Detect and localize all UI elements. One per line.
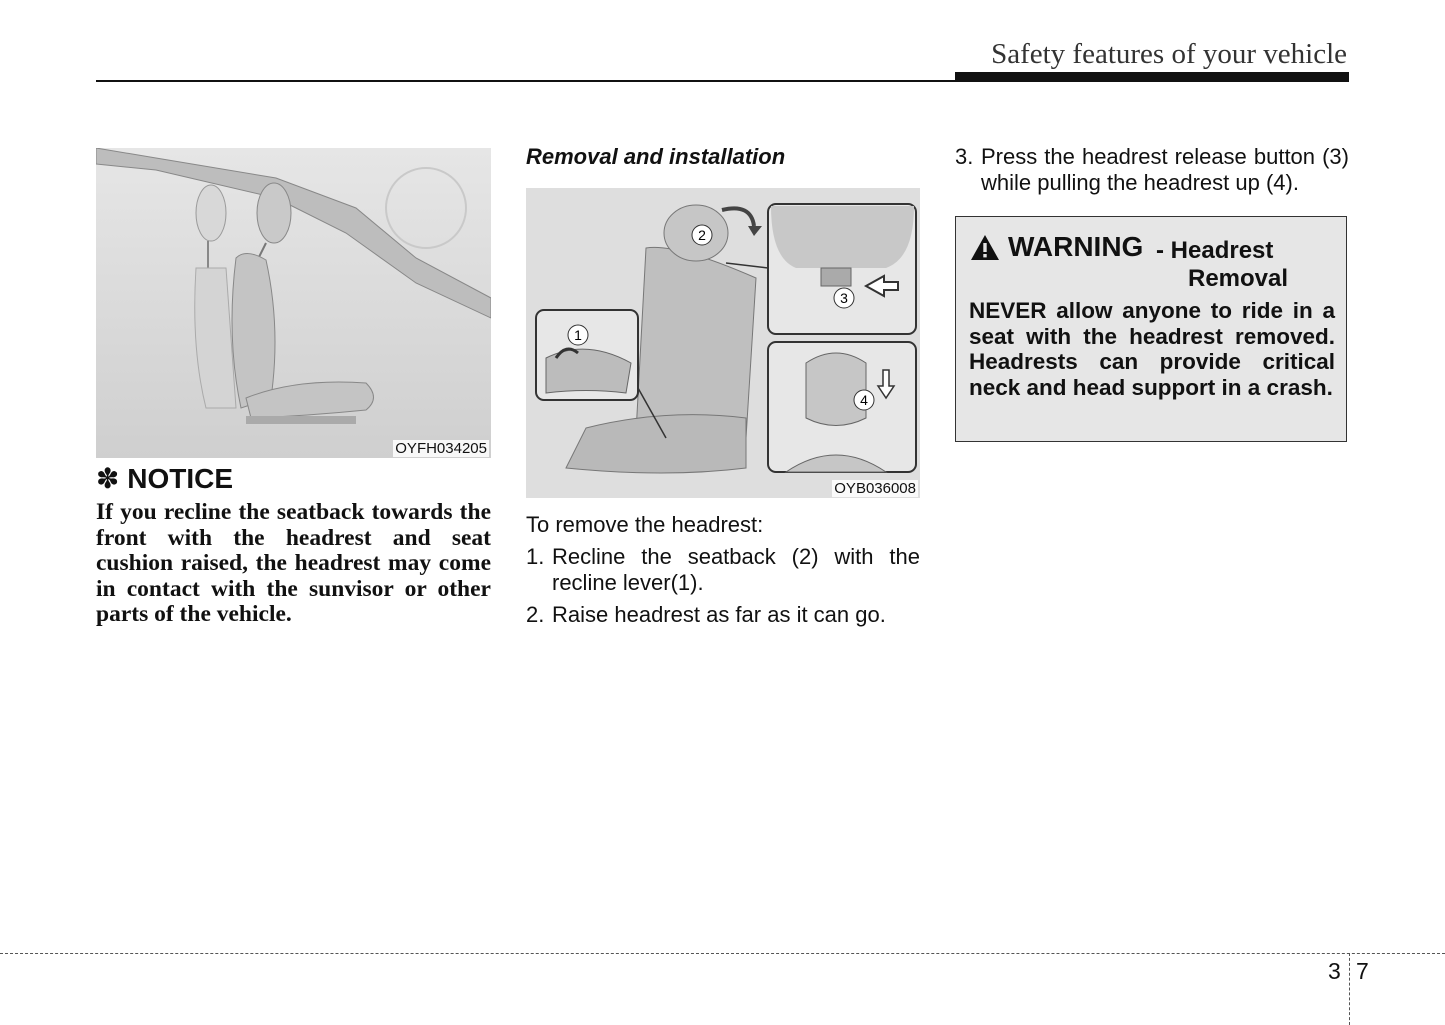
warning-subtitle-continued: Removal bbox=[1188, 265, 1289, 292]
step-number: 1. bbox=[526, 544, 545, 569]
step-item bbox=[955, 144, 1349, 196]
warning-box bbox=[955, 216, 1347, 442]
notice-title bbox=[96, 462, 233, 495]
step-item bbox=[526, 544, 920, 596]
section-heading: Removal and installation bbox=[526, 144, 786, 169]
step-item bbox=[526, 602, 920, 628]
callout-4: 4 bbox=[860, 392, 868, 408]
figure-code: OYFH034205 bbox=[395, 440, 487, 457]
callout-1: 1 bbox=[574, 327, 582, 343]
step-text: Press the headrest release button (3) while pulling the headrest up (4). bbox=[981, 144, 1349, 195]
removal-steps bbox=[526, 544, 920, 634]
step-number: 2. bbox=[526, 602, 545, 627]
callout-3: 3 bbox=[840, 290, 848, 306]
seat-recline-drawing bbox=[96, 148, 491, 458]
headrest-removal-drawing bbox=[526, 188, 920, 498]
page-number: 7 bbox=[1356, 958, 1369, 984]
header-title: Safety features of your vehicle bbox=[991, 38, 1347, 70]
warning-text: NEVER allow anyone to ride in a seat with the headrest removed. Headrests can provide critical neck and head support in a crash. bbox=[969, 298, 1335, 400]
step-number: 3. bbox=[955, 144, 974, 169]
figure-code: OYB036008 bbox=[834, 480, 916, 497]
headrest-removal-illustration bbox=[526, 188, 920, 498]
step-text: Recline the seatback (2) with the recline lever(1). bbox=[552, 544, 920, 595]
footer-rule bbox=[0, 953, 1445, 954]
section-number: 3 bbox=[1328, 958, 1341, 984]
step-text: Raise headrest as far as it can go. bbox=[552, 602, 886, 627]
header-bar bbox=[955, 72, 1349, 81]
removal-intro: To remove the headrest: bbox=[526, 512, 764, 537]
warning-subtitle: - Headrest bbox=[1156, 237, 1274, 264]
notice-title-text: NOTICE bbox=[127, 463, 234, 494]
callout-2: 2 bbox=[698, 227, 706, 243]
removal-steps-continued bbox=[955, 144, 1349, 202]
warning-triangle-icon bbox=[970, 234, 1000, 261]
footer-divider bbox=[1349, 953, 1350, 1025]
notice-text: If you recline the seatback towards the front with the headrest and seat cushion raised, the headrest may come in contact with the sunvisor or other parts of the vehicle. bbox=[96, 499, 491, 627]
notice-asterisk-icon: ✽ bbox=[96, 463, 120, 494]
warning-title: WARNING bbox=[1008, 231, 1144, 262]
seat-recline-illustration bbox=[96, 148, 491, 458]
